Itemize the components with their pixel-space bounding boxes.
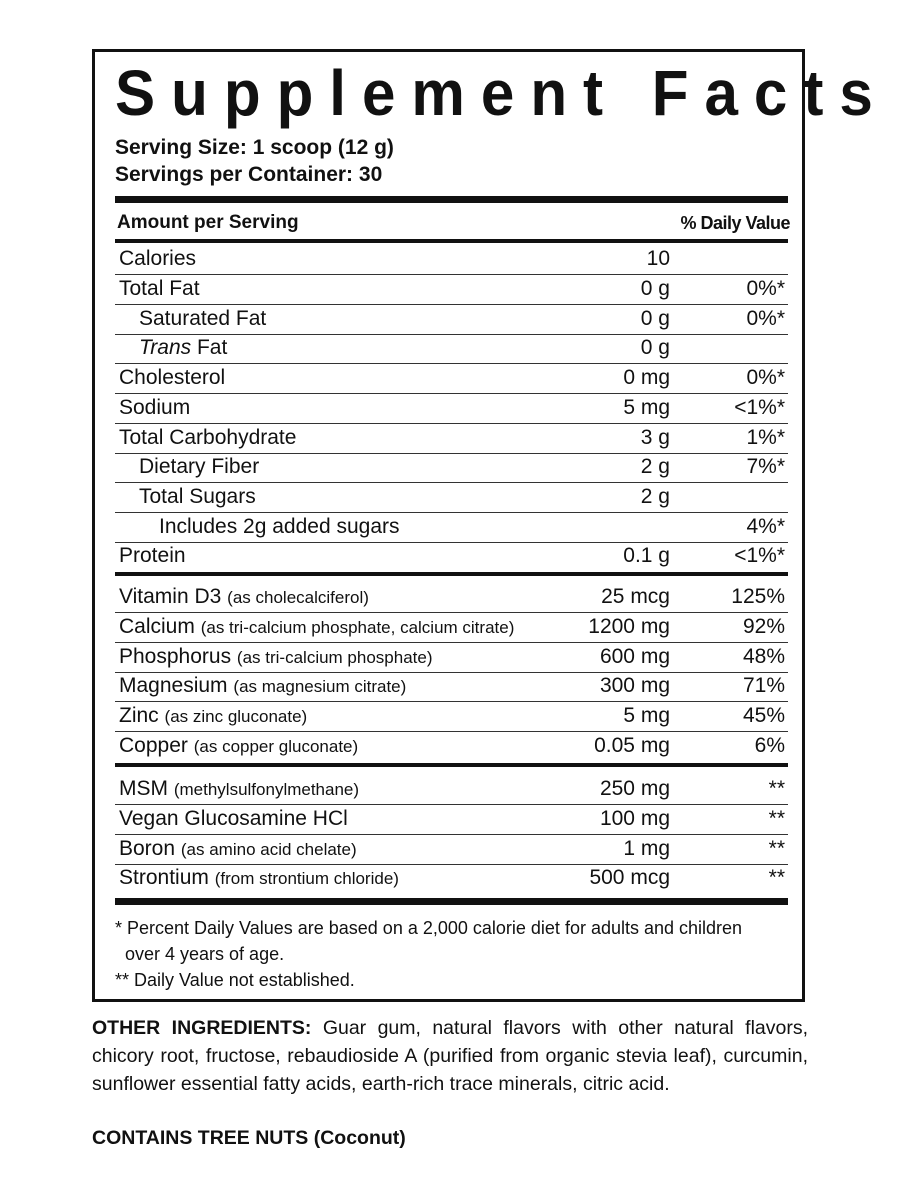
- nutrient-row-cholesterol: [115, 363, 788, 393]
- nutrient-label: Total Carbohydrate: [119, 426, 297, 449]
- other-label: Boron (as amino acid chelate): [119, 837, 357, 860]
- nutrient-row-added-sugars: [115, 512, 788, 542]
- other-amount: 500 mcg: [589, 866, 670, 889]
- divider-header: [115, 239, 788, 243]
- vitamin-dv: 92%: [742, 615, 785, 638]
- nutrient-row-dietary-fiber: [115, 452, 788, 482]
- nutrient-label: Total Sugars: [139, 485, 256, 508]
- vitamin-dv: 6%: [754, 734, 785, 757]
- nutrient-label: Includes 2g added sugars: [159, 515, 400, 538]
- nutrient-dv: 0%*: [746, 366, 785, 389]
- nutrient-label: Protein: [119, 544, 186, 567]
- nutrient-dv: <1%*: [734, 396, 785, 419]
- other-dv: **: [768, 837, 785, 860]
- nutrient-amount: 2 g: [640, 485, 670, 508]
- nutrient-label: Dietary Fiber: [139, 455, 260, 478]
- nutrient-amount: 0.1 g: [623, 544, 670, 567]
- vitamin-amount: 1200 mg: [588, 615, 670, 638]
- divider-vitamins: [115, 572, 788, 576]
- nutrient-row-total-fat: [115, 274, 788, 304]
- nutrient-dv: 0%*: [746, 277, 785, 300]
- nutrient-amount: 5 mg: [623, 396, 670, 419]
- other-label: Vegan Glucosamine HCl: [119, 807, 348, 830]
- other-ingredients: [92, 1014, 808, 1098]
- nutrient-label: Calories: [119, 247, 197, 270]
- vitamin-dv: 45%: [742, 704, 785, 727]
- footnote-daily-values: * Percent Daily Values are based on a 2,000 calorie diet for adults and children: [115, 918, 743, 938]
- nutrient-row-total-carbohydrate: [115, 423, 788, 453]
- serving-size: Serving Size: 1 scoop (12 g): [115, 136, 394, 159]
- divider-footnotes: [115, 898, 788, 905]
- vitamin-dv: 71%: [742, 674, 785, 697]
- other-dv: **: [768, 866, 785, 889]
- vitamin-row-phosphorus: [115, 642, 788, 672]
- vitamin-row-copper: [115, 731, 788, 761]
- nutrient-row-saturated-fat: [115, 304, 788, 334]
- vitamin-row-vitamin-d3: [115, 582, 788, 612]
- amount-per-serving-header: Amount per Serving: [117, 212, 299, 233]
- other-label: MSM (methylsulfonylmethane): [119, 777, 360, 800]
- other-row-strontium: [115, 863, 788, 893]
- nutrient-amount: 0 mg: [623, 366, 670, 389]
- nutrient-label: Total Fat: [119, 277, 200, 300]
- vitamin-amount: 300 mg: [599, 674, 670, 697]
- nutrient-amount: 0 g: [640, 277, 670, 300]
- nutrient-row-trans-fat: [115, 333, 788, 363]
- vitamin-label: Vitamin D3 (as cholecalciferol): [119, 585, 369, 608]
- divider-thick: [115, 196, 788, 203]
- vitamin-row-magnesium: [115, 671, 788, 701]
- vitamin-dv: 125%: [731, 585, 785, 608]
- nutrient-row-total-sugars: [115, 482, 788, 512]
- nutrient-dv: 7%*: [746, 455, 785, 478]
- nutrient-dv: 1%*: [746, 426, 785, 449]
- vitamin-label: Magnesium (as magnesium citrate): [119, 674, 407, 697]
- other-label: Strontium (from strontium chloride): [119, 866, 399, 889]
- other-amount: 250 mg: [599, 777, 670, 800]
- nutrient-label: Cholesterol: [119, 366, 226, 389]
- nutrient-label: Trans Fat: [139, 336, 228, 359]
- other-dv: **: [768, 807, 785, 830]
- divider-others: [115, 763, 788, 767]
- vitamin-label: Phosphorus (as tri-calcium phosphate): [119, 645, 433, 668]
- nutrient-amount: 0 g: [640, 307, 670, 330]
- nutrient-amount: 3 g: [640, 426, 670, 449]
- vitamin-amount: 0.05 mg: [594, 734, 670, 757]
- other-row-boron: [115, 834, 788, 864]
- panel-title: Supplement Facts: [115, 57, 889, 129]
- vitamin-dv: 48%: [742, 645, 785, 668]
- daily-value-header: % Daily Value: [680, 213, 790, 233]
- servings-per-container: Servings per Container: 30: [115, 163, 383, 186]
- allergen-statement: CONTAINS TREE NUTS (Coconut): [92, 1127, 406, 1149]
- nutrient-amount: 10: [646, 247, 670, 270]
- other-dv: **: [768, 777, 785, 800]
- nutrient-amount: 2 g: [640, 455, 670, 478]
- vitamin-amount: 5 mg: [623, 704, 670, 727]
- footnote-not-established: ** Daily Value not established.: [115, 970, 355, 990]
- vitamin-row-zinc: [115, 701, 788, 731]
- nutrient-dv: 0%*: [746, 307, 785, 330]
- nutrient-row-sodium: [115, 393, 788, 423]
- nutrient-label: Saturated Fat: [139, 307, 267, 330]
- other-amount: 100 mg: [599, 807, 670, 830]
- supplement-facts-panel: [92, 49, 889, 1002]
- other-amount: 1 mg: [623, 837, 670, 860]
- other-ingredients-label: OTHER INGREDIENTS:: [92, 1017, 312, 1039]
- nutrient-row-calories: [115, 244, 788, 274]
- nutrient-row-protein: [115, 541, 788, 571]
- vitamin-label: Calcium (as tri-calcium phosphate, calcium citrate): [119, 615, 515, 638]
- nutrient-label: Sodium: [119, 396, 191, 419]
- vitamin-amount: 600 mg: [599, 645, 670, 668]
- vitamin-label: Copper (as copper gluconate): [119, 734, 359, 757]
- nutrient-amount: 0 g: [640, 336, 670, 359]
- vitamin-row-calcium: [115, 612, 788, 642]
- vitamin-amount: 25 mcg: [601, 585, 670, 608]
- nutrient-dv: 4%*: [746, 515, 785, 538]
- nutrient-dv: <1%*: [734, 544, 785, 567]
- vitamin-label: Zinc (as zinc gluconate): [119, 704, 308, 727]
- other-row-glucosamine: [115, 804, 788, 834]
- other-ingredients-text: Guar gum, natural flavors with other natural flavors, chicory root, fructose, rebaudioside A (purified from organic stevia leaf), curcumin, sunflower essential fatty acids, earth-rich trace minerals, citric acid.: [92, 1017, 808, 1095]
- other-row-msm: [115, 774, 788, 804]
- footnote-daily-values-cont: over 4 years of age.: [125, 944, 285, 964]
